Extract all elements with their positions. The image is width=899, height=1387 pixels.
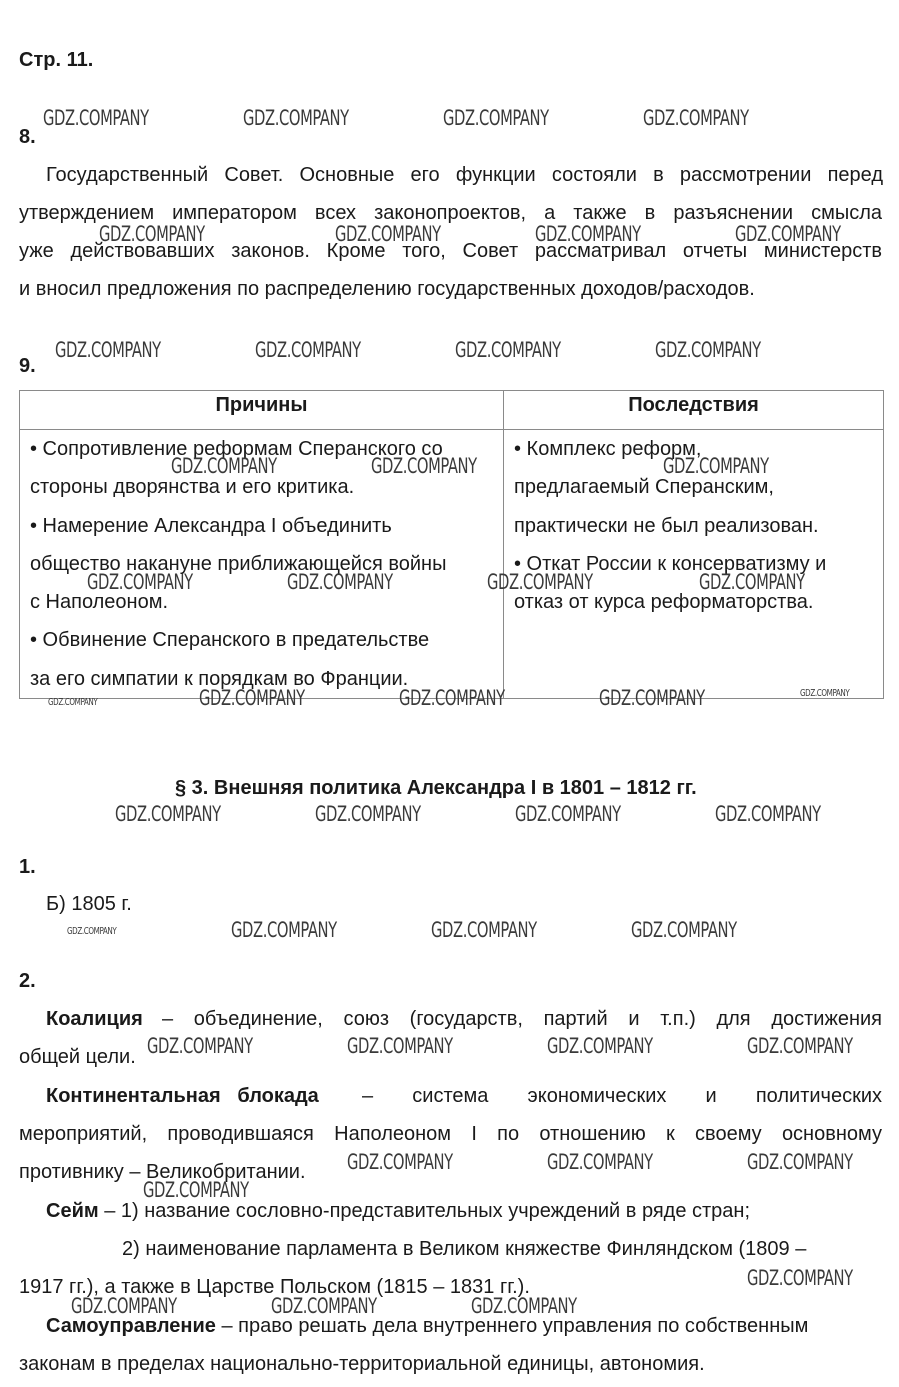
watermark-text: GDZ.COMPANY [335,222,441,246]
watermark-text: GDZ.COMPANY [171,454,277,478]
consequence-line: • Откат России к консерватизму и [514,552,827,575]
cause-line: с Наполеоном. [30,591,169,614]
watermark-text: GDZ.COMPANY [443,106,549,130]
task-8-number: 8. [19,126,36,148]
task-8-line-1: Государственный Совет. Основные его функции состояли в рассмотрении перед [46,164,883,186]
watermark-text: GDZ.COMPANY [287,570,393,594]
watermark-text: GDZ.COMPANY [231,918,337,942]
watermark-text: GDZ.COMPANY [747,1034,853,1058]
causes-consequences-table [19,390,884,699]
watermark-text: GDZ.COMPANY [655,338,761,362]
watermark-text: GDZ.COMPANY [471,1294,577,1318]
term-continental-blockade: Континентальная блокада [46,1085,319,1107]
watermark-text: GDZ.COMPANY [347,1034,453,1058]
cause-line: • Обвинение Сперанского в предательстве [30,629,430,652]
watermark-text: GDZ.COMPANY [699,570,805,594]
watermark-text: GDZ.COMPANY [347,1150,453,1174]
watermark-text-small: GDZ.COMPANY [48,697,98,708]
coalition-definition-end: общей цели. [19,1046,136,1068]
watermark-text: GDZ.COMPANY [663,454,769,478]
watermark-text: GDZ.COMPANY [455,338,561,362]
watermark-text: GDZ.COMPANY [735,222,841,246]
watermark-text: GDZ.COMPANY [631,918,737,942]
watermark-text: GDZ.COMPANY [747,1150,853,1174]
task-9-number: 9. [19,355,36,377]
term-coalition: Коалиция [46,1008,143,1030]
watermark-text: GDZ.COMPANY [599,686,705,710]
watermark-text: GDZ.COMPANY [147,1034,253,1058]
watermark-text: GDZ.COMPANY [547,1034,653,1058]
selfgov-definition-2: законам в пределах национально-территориальной единицы, автономия. [19,1353,705,1375]
watermark-text: GDZ.COMPANY [535,222,641,246]
watermark-text: GDZ.COMPANY [643,106,749,130]
cause-line: за его симпатии к порядкам во Франции. [30,667,409,690]
watermark-text: GDZ.COMPANY [547,1150,653,1174]
consequence-line: отказ от курса реформаторства. [514,591,814,614]
consequence-line: предлагаемый Сперанским, [514,476,774,499]
section-title: § 3. Внешняя политика Александра I в 1801 – 1812 гг. [175,777,697,799]
watermark-text: GDZ.COMPANY [515,802,621,826]
blockade-definition-2: мероприятий, проводившаяся Наполеоном I по отношению к своему основному [19,1123,882,1145]
task-1-number: 1. [19,856,36,878]
blockade-definition-3: противнику – Великобритании. [19,1161,306,1183]
watermark-text: GDZ.COMPANY [487,570,593,594]
watermark-text: GDZ.COMPANY [255,338,361,362]
cause-line: стороны дворянства и его критика. [30,476,355,499]
term-seim: Сейм [46,1200,99,1222]
seim-entry [46,1199,750,1223]
watermark-text: GDZ.COMPANY [243,106,349,130]
cause-line: общество накануне приближающейся войны [30,552,447,575]
consequence-line: практически не был реализован. [514,514,819,537]
watermark-text: GDZ.COMPANY [431,918,537,942]
task-2-number: 2. [19,970,36,992]
watermark-text: GDZ.COMPANY [143,1178,249,1202]
cause-line: • Намерение Александра I объединить [30,514,392,537]
selfgov-definition-1: – право решать дела внутреннего управления по собственным [215,1315,809,1337]
watermark-text-small: GDZ.COMPANY [67,926,117,937]
seim-definition-3: 1917 гг.), а также в Царстве Польском (1815 – 1831 гг.). [19,1276,530,1298]
watermark-text: GDZ.COMPANY [271,1294,377,1318]
table-header-causes: Причины [20,391,504,430]
watermark-text: GDZ.COMPANY [747,1266,853,1290]
table-header-consequences: Последствия [504,391,884,430]
task-8-line-4: и вносил предложения по распределению государственных доходов/расходов. [19,278,755,300]
cause-line: • Сопротивление реформам Сперанского со [30,438,443,460]
watermark-text: GDZ.COMPANY [115,802,221,826]
task-1-answer: Б) 1805 г. [46,893,132,915]
watermark-text: GDZ.COMPANY [55,338,161,362]
consequence-line: • Комплекс реформ, [514,438,702,460]
seim-definition-2: 2) наименование парламента в Великом княжестве Финляндском (1809 – [122,1238,807,1260]
watermark-text: GDZ.COMPANY [71,1294,177,1318]
watermark-text: GDZ.COMPANY [315,802,421,826]
watermark-text: GDZ.COMPANY [99,222,205,246]
watermark-text: GDZ.COMPANY [371,454,477,478]
page-label: Стр. 11. [19,49,94,71]
term-self-government: Самоуправление [46,1315,216,1337]
watermark-text-small: GDZ.COMPANY [800,688,850,699]
watermark-text: GDZ.COMPANY [199,686,305,710]
watermark-text: GDZ.COMPANY [399,686,505,710]
coalition-definition: – объединение, союз (государств, партий и т.п.) для достижения [162,1008,882,1030]
watermark-text: GDZ.COMPANY [715,802,821,826]
task-8-line-3: уже действовавших законов. Кроме того, Совет рассматривал отчеты министерств [19,240,882,262]
watermark-text: GDZ.COMPANY [43,106,149,130]
blockade-definition: – система экономических и политических [362,1085,882,1107]
seim-definition-1: – 1) название сословно-представительных учреждений в ряде стран; [98,1200,751,1222]
watermark-text: GDZ.COMPANY [87,570,193,594]
task-8-line-2: утверждением императором всех законопроектов, а также в разъяснении смысла [19,202,882,224]
